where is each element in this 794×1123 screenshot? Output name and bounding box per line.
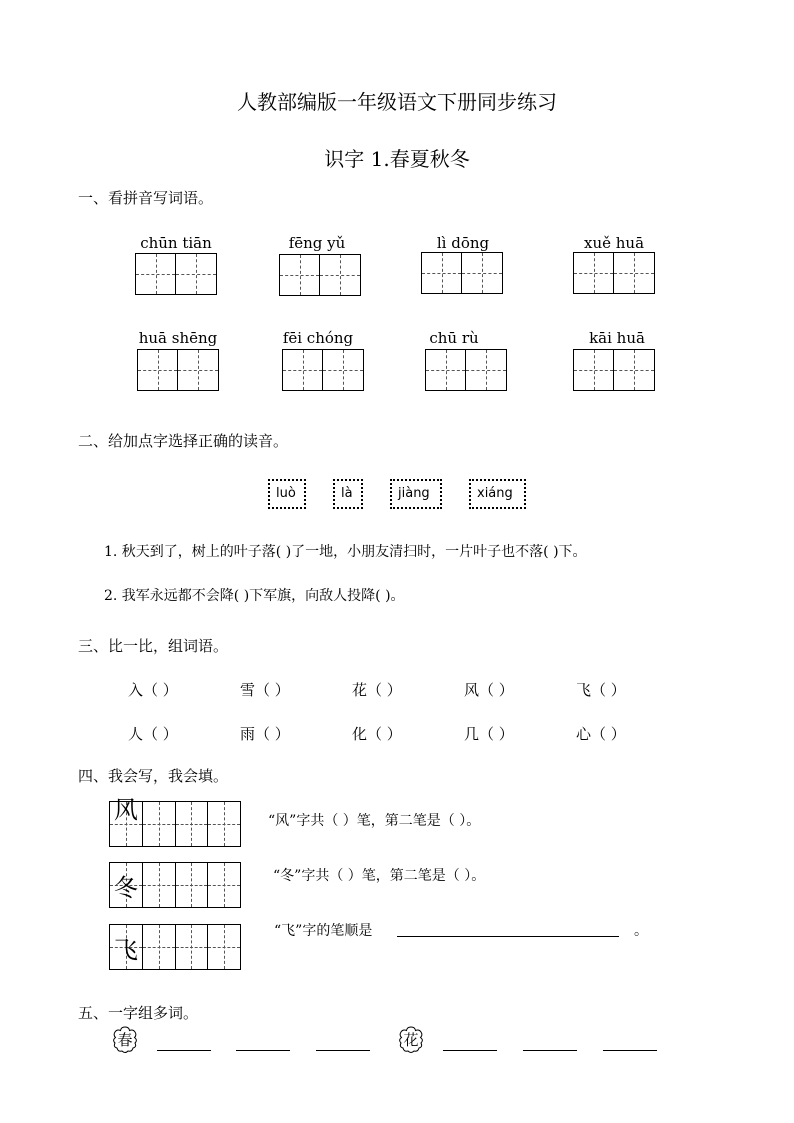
writing-grid[interactable]: [421, 252, 503, 294]
pinyin-label: huā shēng: [138, 329, 218, 347]
writing-grid-feng[interactable]: [109, 796, 241, 847]
answer-line[interactable]: [157, 1050, 211, 1051]
compare-item: 风（ ）: [464, 681, 514, 699]
question-2-2: 2. 我军永远都不会降( )下军旗，向敌人投降( )。: [104, 588, 405, 604]
pronunciation-option[interactable]: luò: [268, 479, 306, 509]
section2-heading: 二、给加点字选择正确的读音。: [78, 432, 289, 450]
section1-heading: 一、看拼音写词语。: [78, 189, 214, 207]
pinyin-label: fēi chóng: [282, 329, 354, 347]
pronunciation-option[interactable]: là: [333, 479, 363, 509]
compare-item: 雨（ ）: [240, 725, 290, 743]
answer-line[interactable]: [603, 1050, 657, 1051]
compare-item: 雪（ ）: [240, 681, 290, 699]
pinyin-label: kāi huā: [589, 329, 645, 347]
writing-grid-dong[interactable]: [109, 862, 241, 908]
page-subtitle: 识字 1.春夏秋冬: [324, 147, 470, 171]
char-feng: 风: [113, 796, 138, 824]
writing-grid[interactable]: [135, 253, 217, 295]
pinyin-label: xuě huā: [583, 234, 645, 252]
writing-grid[interactable]: [573, 349, 655, 391]
answer-line[interactable]: [443, 1050, 497, 1051]
flower-char-chun: 春: [117, 1031, 133, 1049]
answer-line[interactable]: [236, 1050, 290, 1051]
pronunciation-option[interactable]: xiáng: [469, 479, 526, 509]
writing-grid[interactable]: [282, 349, 364, 391]
char-fei: 飞: [113, 935, 138, 964]
pinyin-label: lì dōng: [436, 234, 490, 252]
writing-grid-fei[interactable]: [109, 924, 241, 970]
answer-line[interactable]: [397, 936, 619, 937]
question-4-1: “风”字共（ ）笔，第二笔是（ ）。: [268, 813, 481, 829]
section3-heading: 三、比一比，组词语。: [78, 637, 229, 655]
section5-heading: 五、一字组多词。: [78, 1004, 199, 1022]
question-4-3: “飞”字的笔顺是: [274, 923, 373, 939]
writing-grid[interactable]: [279, 254, 361, 296]
pinyin-label: chū rù: [429, 329, 479, 347]
pinyin-label: chūn tiān: [140, 234, 212, 252]
question-2-1: 1. 秋天到了，树上的叶子落( )了一地，小朋友清扫时，一片叶子也不落( )下。: [104, 544, 587, 560]
compare-item: 心（ ）: [576, 725, 626, 743]
writing-grid[interactable]: [573, 252, 655, 294]
question-4-3-end: 。: [634, 923, 648, 939]
compare-item: 飞（ ）: [576, 681, 626, 699]
pinyin-label: fēng yǔ: [288, 234, 346, 252]
answer-line[interactable]: [316, 1050, 370, 1051]
section4-heading: 四、我会写，我会填。: [78, 767, 229, 785]
compare-item: 人（ ）: [128, 725, 178, 743]
compare-item: 花（ ）: [352, 681, 402, 699]
compare-item: 入（ ）: [128, 681, 178, 699]
char-dong: 冬: [113, 873, 138, 902]
answer-line[interactable]: [523, 1050, 577, 1051]
flower-char-hua: 花: [403, 1031, 419, 1049]
compare-item: 化（ ）: [352, 725, 402, 743]
page-title: 人教部编版一年级语文下册同步练习: [237, 90, 557, 114]
flower-badge: [396, 1025, 426, 1055]
writing-grid[interactable]: [137, 349, 219, 391]
flower-badge: [110, 1025, 140, 1055]
question-4-2: “冬”字共（ ）笔，第二笔是（ ）。: [273, 868, 486, 884]
pronunciation-option[interactable]: jiàng: [390, 479, 442, 509]
compare-item: 几（ ）: [464, 725, 514, 743]
writing-grid[interactable]: [425, 349, 507, 391]
